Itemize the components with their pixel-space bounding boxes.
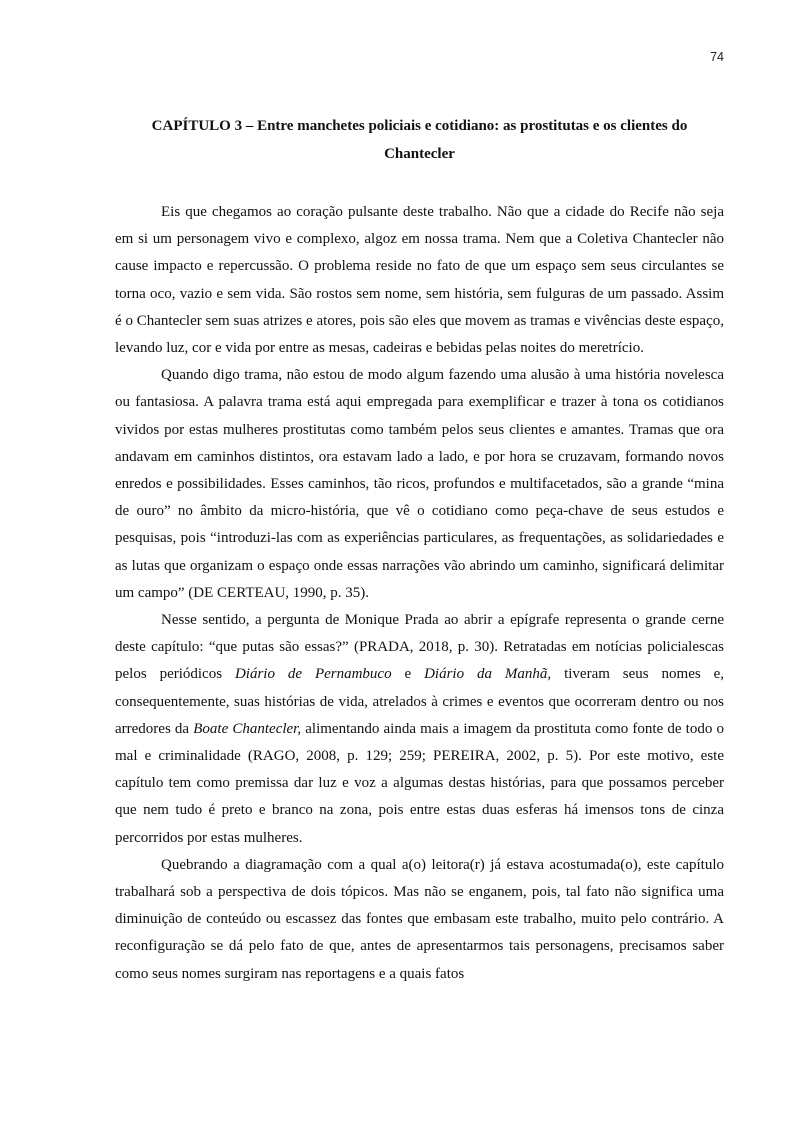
newspaper-title-diario-de-pernambuco: Diário de Pernambuco <box>234 666 392 683</box>
paragraph-3 <box>115 607 724 852</box>
paragraph-3-text-1: Nesse sentido, a pergunta de Monique Prada ao abrir a epígrafe representa o grande cerne deste capítulo: “que putas são essas?” (PRADA, 2018, p. 30). Retratadas em notícias policialescas pelos periódicos <box>115 612 724 683</box>
paragraph-3-text-4: alimentando ainda mais a imagem da prostituta como fonte de todo o mal e criminalidade (RAGO, 2008, p. 129; 259; PEREIRA, 2002, p. 5). Por este motivo, este capítulo tem como premissa dar luz e voz a algumas destas histórias, para que possamos perceber que nem tudo é preto e branco na zona, pois entre estas duas esferas há imensos tons de cinza percorridos por estas mulheres. <box>115 720 724 846</box>
paragraph-3-text-2: e <box>391 666 425 683</box>
paragraph-4: Quebrando a diagramação com a qual a(o) leitora(r) já estava acostumada(o), este capítulo trabalhará sob a perspectiva de dois tópicos. Mas não se enganem, pois, tal fato não significa uma diminuição de conteúdo ou escassez das fontes que embasam este trabalho, muito pelo contrário. A reconfiguração se dá pelo fato de que, antes de apresentarmos tais personagens, precisamos saber como seus nomes surgiram nas reportagens e a quais fatos <box>115 856 724 982</box>
venue-name-boate-chantecler: Boate Chantecler, <box>193 720 302 737</box>
page-body <box>115 112 724 988</box>
chapter-title <box>115 112 724 168</box>
paragraph-3-text-3: tiveram seus nomes e, consequentemente, suas histórias de vida, atrelados à crimes e eventos que ocorreram dentro ou nos arredores da <box>115 666 725 737</box>
chapter-title-line-1: CAPÍTULO 3 – Entre manchetes policiais e cotidiano: as prostitutas e os clientes do <box>151 118 688 134</box>
page-number: 74 <box>710 50 724 64</box>
newspaper-title-diario-da-manha: Diário da Manhã, <box>424 666 552 683</box>
paragraph-2: Quando digo trama, não estou de modo algum fazendo uma alusão à uma história novelesca ou fantasiosa. A palavra trama está aqui empregada para exemplificar e trazer à tona os cotidianos vividos por estas mulheres prostitutas como também pelos seus clientes e amantes. Tramas que ora andavam em caminhos distintos, ora estavam lado a lado, e por hora se cruzavam, formando novos enredos e possibilidades. Esses caminhos, tão ricos, profundos e multifacetados, são a grande “mina de ouro” no âmbito da micro-história, que vê o cotidiano como peça-chave de seus estudos e pesquisas, pois “introduzi-las com as experiências particulares, as frequentações, as solidariedades e as lutas que organizam o espaço onde essas narrações vão abrindo um caminho, significará delimitar um campo” (DE CERTEAU, 1990, p. 35). <box>115 367 724 601</box>
chapter-title-line-2: Chantecler <box>384 146 455 162</box>
paragraph-1: Eis que chegamos ao coração pulsante deste trabalho. Não que a cidade do Recife não seja em si um personagem vivo e complexo, algoz em nossa trama. Nem que a Coletiva Chantecler não cause impacto e repercussão. O problema reside no fato de que um espaço sem seus circulantes se torna oco, vazio e sem vida. São rostos sem nome, sem história, sem fulguras de um passado. Assim é o Chantecler sem suas atrizes e atores, pois são eles que movem as tramas e vivências deste espaço, levando luz, cor e vida por entre as mesas, cadeiras e bebidas pelas noites do meretrício. <box>115 204 724 357</box>
